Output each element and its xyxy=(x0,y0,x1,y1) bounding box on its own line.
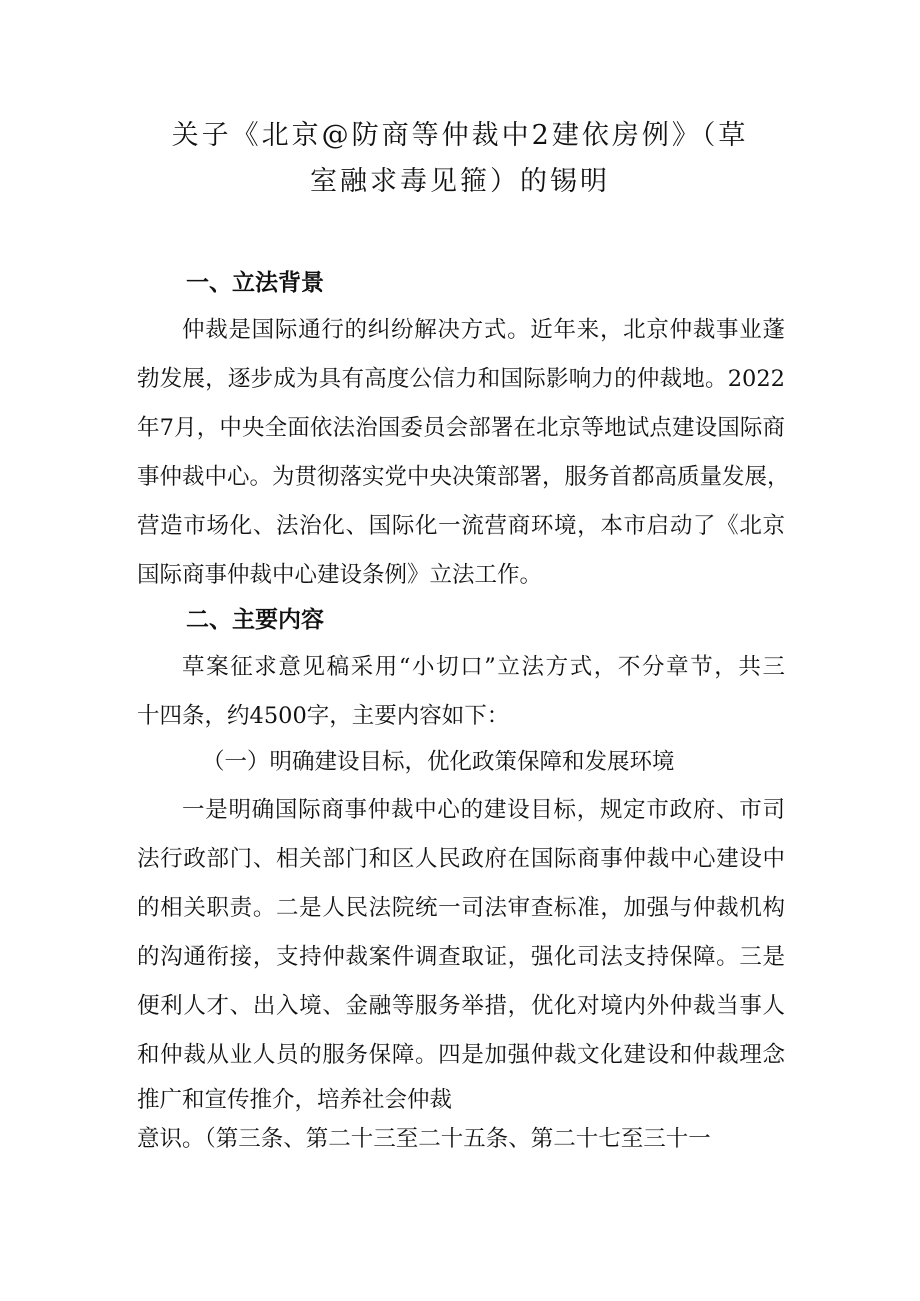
section-heading-main-content: 二、主要内容 xyxy=(186,607,324,633)
subsection-heading: （一）明确建设目标，优化政策保障和发展环境 xyxy=(202,749,675,775)
paragraph-line: 的沟通衔接，支持仲裁案件调查取证，强化司法支持保障。三是 xyxy=(137,944,785,970)
document-title-line-2: 室融求毒见箍）的锡明 xyxy=(310,166,610,197)
paragraph-line: 事仲裁中心。为贯彻落实党中央决策部署，服务首都高质量发展， xyxy=(137,464,790,490)
paragraph-line: 勃发展，逐步成为具有高度公信力和国际影响力的仲裁地。2022 xyxy=(137,366,785,392)
paragraph-line: 草案征求意见稿采用“小切口”立法方式，不分章节，共三 xyxy=(182,654,785,680)
paragraph-line: 法行政部门、相关部门和区人民政府在国际商事仲裁中心建设中 xyxy=(137,846,785,872)
paragraph-line: 十四条，约4500字，主要内容如下： xyxy=(137,703,510,729)
paragraph-line: 推广和宣传推介，培养社会仲裁 xyxy=(137,1087,453,1113)
paragraph-line: 便利人才、出入境、金融等服务举措，优化对境内外仲裁当事人 xyxy=(137,993,785,1019)
paragraph-line: 仲裁是国际通行的纠纷解决方式。近年来，北京仲裁事业蓬 xyxy=(182,317,785,343)
paragraph-line: 的相关职责。二是人民法院统一司法审查标准，加强与仲裁机构 xyxy=(137,895,785,921)
paragraph-line: 一是明确国际商事仲裁中心的建设目标，规定市政府、市司 xyxy=(182,797,785,823)
paragraph-line: 国际商事仲裁中心建设条例》立法工作。 xyxy=(137,562,543,588)
paragraph-line: 年7月，中央全面依法治国委员会部署在北京等地试点建设国际商 xyxy=(137,415,785,441)
paragraph-line: 和仲裁从业人员的服务保障。四是加强仲裁文化建设和仲裁理念 xyxy=(137,1042,785,1068)
paragraph-line: 营造市场化、法治化、国际化一流营商环境，本市启动了《北京 xyxy=(137,513,785,539)
paragraph-line: 意识。（第三条、第二十三至二十五条、第二十七至三十一 xyxy=(137,1126,711,1152)
section-heading-background: 一、立法背景 xyxy=(186,270,324,296)
document-title-line-1: 关子《北京@防商等仲裁中2建依房例》（草 xyxy=(171,120,749,151)
